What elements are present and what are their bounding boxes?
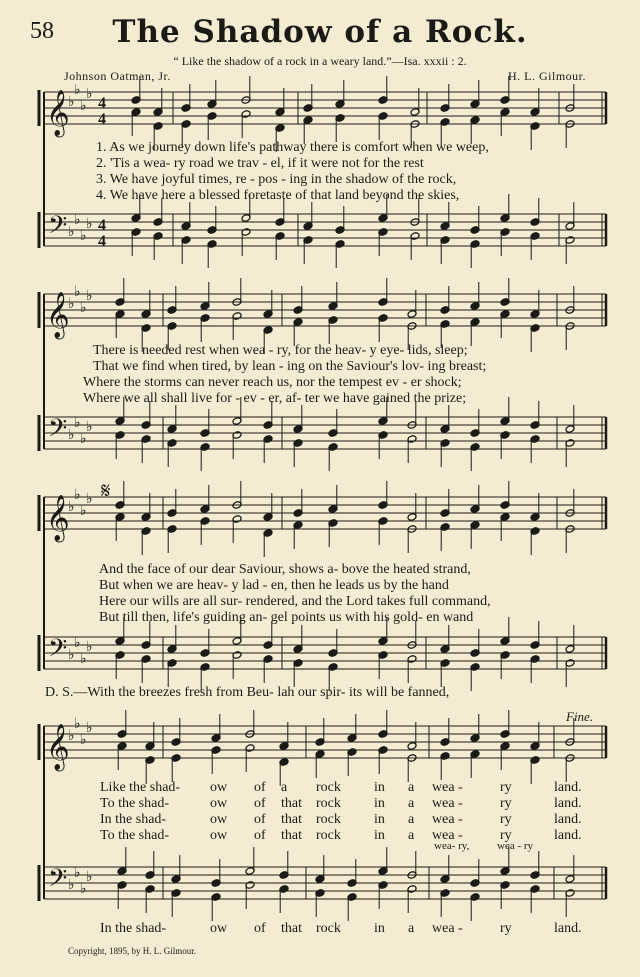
chorus-verse1-word: land. xyxy=(554,780,582,795)
chorus-verse3-word: wea - xyxy=(432,812,463,827)
scripture-epigraph: “ Like the shadow of a rock in a weary land.”—Isa. xxxii : 2. xyxy=(173,54,467,68)
verse3-line-system2: Where the storms can never reach us, nor the tempest ev - er shock; xyxy=(83,375,462,390)
chorus-verse2-word: ow xyxy=(210,796,228,811)
verse4-line-system2: Where we all shall live for - ev - er, af- ter we have gained the prize; xyxy=(83,391,467,406)
chorus-verse1-word: ry xyxy=(500,780,512,795)
verse4-line-system3: But till then, life's guiding an- gel points us with his gold- en wand xyxy=(99,610,474,625)
time-signature-bottom: 4 xyxy=(98,233,106,250)
flat-sign: ♭ xyxy=(80,98,87,114)
fine-marking: Fine. xyxy=(566,709,594,724)
verse3-line-system1: 3. We have joyful times, re - pos - ing in the shadow of the rock, xyxy=(96,172,457,187)
chorus-verse3-word: rock xyxy=(316,812,341,827)
dal-segno-line: D. S.—With the breezes fresh from Beu- lah our spir- its will be fanned, xyxy=(45,685,450,700)
bass-chorus-word: that xyxy=(281,921,302,936)
flat-sign: ♭ xyxy=(86,639,93,655)
chorus-verse1-word: a xyxy=(281,780,288,795)
flat-sign: ♭ xyxy=(74,212,81,228)
chorus-verse3-word: ry xyxy=(500,812,512,827)
chorus-verse4-word: in xyxy=(374,828,385,843)
chorus-verse2-word: a xyxy=(408,796,415,811)
verse2-line-system1: 2. 'Tis a wea- ry road we trav - el, if it were not for the rest xyxy=(96,156,424,171)
chorus-verse3-word: in xyxy=(374,812,385,827)
flat-sign: ♭ xyxy=(68,296,75,312)
treble-clef: 𝄞 xyxy=(46,90,70,136)
flat-sign: ♭ xyxy=(86,419,93,435)
chorus-verse3-word: In the shad- xyxy=(100,812,167,827)
bass-chorus-word: a xyxy=(408,921,415,936)
bass-chorus-word: of xyxy=(254,921,266,936)
copyright-notice: Copyright, 1895, by H. L. Gilmour. xyxy=(68,946,196,956)
flat-sign: ♭ xyxy=(68,94,75,110)
chorus-verse1-word: of xyxy=(254,780,266,795)
flat-sign: ♭ xyxy=(80,300,87,316)
chorus-verse3-word: ow xyxy=(210,812,228,827)
chorus-verse2-word: that xyxy=(281,796,302,811)
flat-sign: ♭ xyxy=(86,86,93,102)
alto-echo-2: wea - ry xyxy=(497,840,534,852)
verse1-line-system1: 1. As we journey down life's pathway there is comfort when we weep, xyxy=(96,140,489,155)
chorus-verse4-word: of xyxy=(254,828,266,843)
time-signature-top: 4 xyxy=(98,217,106,234)
bass-chorus-word: in xyxy=(374,921,385,936)
treble-clef: 𝄞 xyxy=(46,292,70,338)
bass-clef: 𝄢 xyxy=(48,414,68,449)
bass-clef: 𝄢 xyxy=(48,211,68,246)
flat-sign: ♭ xyxy=(86,288,93,304)
chorus-verse3-word: of xyxy=(254,812,266,827)
flat-sign: ♭ xyxy=(68,499,75,515)
bass-chorus-word: ry xyxy=(500,921,512,936)
flat-sign: ♭ xyxy=(68,427,75,443)
bass-clef: 𝄢 xyxy=(48,634,68,669)
flat-sign: ♭ xyxy=(86,720,93,736)
flat-sign: ♭ xyxy=(74,635,81,651)
chorus-verse4-word: To the shad- xyxy=(100,828,170,843)
flat-sign: ♭ xyxy=(86,491,93,507)
bass-chorus-word: wea - xyxy=(432,921,463,936)
chorus-verse2-word: To the shad- xyxy=(100,796,170,811)
flat-sign: ♭ xyxy=(74,82,81,98)
hymn-title: The Shadow of a Rock. xyxy=(112,14,528,50)
time-signature-bottom: 4 xyxy=(98,111,106,128)
chorus-verse4-word: ry xyxy=(500,828,512,843)
time-signature-top: 4 xyxy=(98,95,106,112)
flat-sign: ♭ xyxy=(80,503,87,519)
chorus-verse3-word: a xyxy=(408,812,415,827)
flat-sign: ♭ xyxy=(74,415,81,431)
treble-clef: 𝄞 xyxy=(46,495,70,541)
flat-sign: ♭ xyxy=(80,228,87,244)
flat-sign: ♭ xyxy=(86,216,93,232)
chorus-verse2-word: in xyxy=(374,796,385,811)
verse4-line-system1: 4. We have here a blessed foretaste of that land beyond the skies, xyxy=(96,188,460,203)
chorus-verse4-word: that xyxy=(281,828,302,843)
bass-chorus-word: In the shad- xyxy=(100,921,167,936)
flat-sign: ♭ xyxy=(68,728,75,744)
verse1-line-system2: There is needed rest when wea - ry, for the heav- y eye- lids, sleep; xyxy=(93,343,468,358)
flat-sign: ♭ xyxy=(68,877,75,893)
flat-sign: ♭ xyxy=(80,431,87,447)
flat-sign: ♭ xyxy=(80,881,87,897)
verse2-line-system2: That we find when tired, by lean - ing on the Saviour's lov- ing breast; xyxy=(93,359,487,374)
flat-sign: ♭ xyxy=(74,284,81,300)
flat-sign: ♭ xyxy=(80,651,87,667)
chorus-verse1-word: ow xyxy=(210,780,228,795)
flat-sign: ♭ xyxy=(80,732,87,748)
bass-chorus-word: ow xyxy=(210,921,228,936)
chorus-verse1-word: rock xyxy=(316,780,341,795)
chorus-verse3-word: that xyxy=(281,812,302,827)
chorus-verse4-word: ow xyxy=(210,828,228,843)
chorus-verse4-word: rock xyxy=(316,828,341,843)
flat-sign: ♭ xyxy=(68,224,75,240)
treble-clef: 𝄞 xyxy=(46,724,70,770)
flat-sign: ♭ xyxy=(74,487,81,503)
chorus-verse3-word: land. xyxy=(554,812,582,827)
chorus-verse2-word: of xyxy=(254,796,266,811)
flat-sign: ♭ xyxy=(68,647,75,663)
verse2-line-system3: But when we are heav- y lad - en, then he leads us by the hand xyxy=(99,578,449,593)
chorus-verse2-word: land. xyxy=(554,796,582,811)
verse1-line-system3: And the face of our dear Saviour, shows a- bove the heated strand, xyxy=(99,562,471,577)
page-number: 58 xyxy=(30,18,54,44)
flat-sign: ♭ xyxy=(86,869,93,885)
chorus-verse2-word: ry xyxy=(500,796,512,811)
chorus-verse1-word: wea - xyxy=(432,780,463,795)
chorus-verse1-word: a xyxy=(408,780,415,795)
bass-clef: 𝄢 xyxy=(48,864,68,899)
chorus-verse4-word: wea - xyxy=(432,828,463,843)
chorus-verse2-word: wea - xyxy=(432,796,463,811)
alto-echo-1: wea- ry, xyxy=(434,840,470,852)
flat-sign: ♭ xyxy=(74,716,81,732)
chorus-verse2-word: rock xyxy=(316,796,341,811)
chorus-verse1-word: Like the shad- xyxy=(100,780,181,795)
author-credit: Johnson Oatman, Jr. xyxy=(64,69,171,83)
verse3-line-system3: Here our wills are all sur- rendered, and the Lord takes full command, xyxy=(99,594,491,609)
chorus-verse1-word: in xyxy=(374,780,385,795)
bass-chorus-word: land. xyxy=(554,921,582,936)
chorus-verse4-word: a xyxy=(408,828,415,843)
segno-sign: 𝄋 xyxy=(101,478,111,503)
bass-chorus-word: rock xyxy=(316,921,341,936)
chorus-verse4-word: land. xyxy=(554,828,582,843)
flat-sign: ♭ xyxy=(74,865,81,881)
composer-credit: H. L. Gilmour. xyxy=(508,69,586,83)
